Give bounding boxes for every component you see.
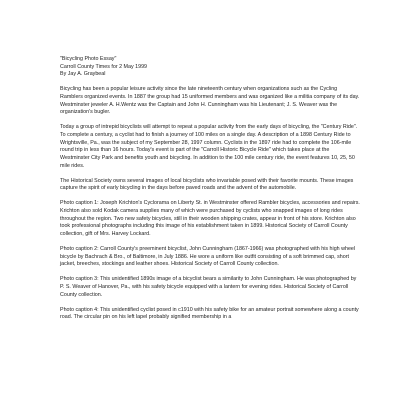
article-header [60,56,360,79]
article-body [60,56,360,329]
article-byline: By Jay A. Graybeal [60,71,106,78]
photo-caption-1: Photo caption 1: Joseph Krichton's Cyclorama on Liberty St. in Westminster offered Rambler bicycles, accessories and repairs. Krichton also sold Kodak camera supplies many of which were purchased by cyclists who snapped images of long rides throughout the region. Two new safety bicycles, still in their wooden shipping crates, appear in front of his store. Krichton also took professional photographs including this image of his establishment taken in 1899. Historical Society of Carroll County collection, gift of Mrs. Harvey Lockard. [60,200,360,238]
article-source: Carroll County Times for 2 May 1999 [60,63,148,70]
paragraph-historical-society: The Historical Society owns several images of local bicyclists who invariable posed with their favorite mounts. These images capture the spirit of early bicycling in the days before paved roads and the advent of the automobile. [60,177,354,192]
paragraph-intro: Bicycling has been a popular leisure activity since the late nineteenth century when organizations such as the Cycling Ramblers organized events. In 1887 the group had 15 uniformed members and was organized like a militia company of its day. Westminster jeweler A. H.Wentz was the Captain and John H. Cunningham was his Lieutenant; J. S. Weaver was the organization's bugler. [60,86,360,116]
photo-caption-3: Photo caption 3: This unidentified 1890s image of a bicyclist bears a similarity to John Cunningham. He was photographed by P. S. Weaver of Hanover, Pa., with his safety bicycle equipped with a lantern for evening rides. Historical Society of Carroll County collection. [60,276,357,298]
photo-caption-4: Photo caption 4: This unidentified cyclist posed in c1910 with his safety bike for an amateur portrait somewhere along a county road. The circular pin on his left lapel probably signified membership in a [60,306,359,321]
article-title: "Bicycling Photo Essay" [60,56,117,62]
photo-caption-2: Photo caption 2: Carroll County's preeminent bicyclist, John Cunningham (1867-1966) was photographed with his high wheel bicycle by Bachrach & Bro., of Baltimore, in July 1886. He wore a uniform like outfit consisting of a soft brimmed cap, short jacket, breeches, stockings and leather shoes. Historical Society of Carroll County collection. [60,246,356,268]
paragraph-century-ride: Today a group of intrepid bicyclists will attempt to repeat a popular activity from the early days of bicycling, the "Century Ride". To complete a century, a cyclist had to finish a journey of 100 miles on a single day. A description of a 1898 Century Ride to Wrightsville, Pa., was the subject of my September 28, 1997 column. Cyclists in the 1897 ride had to complete the 106-mile round trip in less than 16 hours. Today's event is part of the "Carroll Historic Bicycle Ride" which takes place at the Westminster City Park and benefits youth and bicycling. In addition to the 100 mile century ride, the event features 10, 25, 50 mile rides. [60,124,358,169]
